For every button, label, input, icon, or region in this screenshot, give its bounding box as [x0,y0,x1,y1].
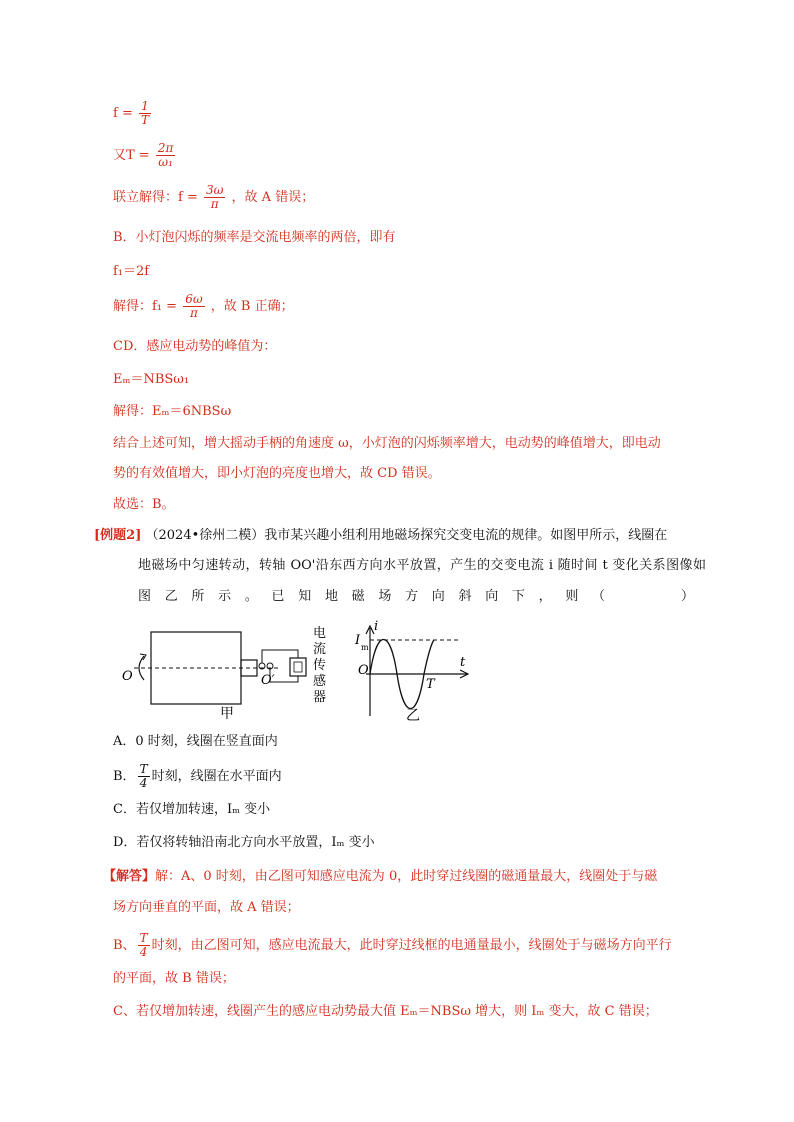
numerator: 1 [139,100,151,114]
fraction [138,763,150,790]
denominator: 4 [139,945,148,959]
numerator: 2π [157,141,174,155]
answer-line-5: C、若仅增加转速，线圈产生的感应电动势最大值 Eₘ＝NBSω 增大，则 Iₘ 变大，故 C 错误； [113,1004,658,1019]
label-origin: O [358,663,369,678]
option-a: A．0 时刻，线圈在竖直面内 [113,734,278,749]
option-b [113,763,282,790]
formula-T-line [113,142,177,169]
label-o-prime: O′ [261,673,275,688]
formula-em-solved: 解得：Eₘ＝6NBSω [113,404,232,419]
denominator: π [189,306,198,320]
fraction [156,142,176,169]
denominator: T [140,113,149,127]
option-b-explanation: B．小灯泡闪烁的频率是交流电频率的两倍，即有 [113,230,396,245]
figure-yi [352,618,482,723]
formula-em: Eₘ＝NBSω₁ [113,372,190,387]
wire-top [262,650,298,663]
figure-jia [118,622,348,722]
sensor-label-char: 电 [313,626,327,641]
denominator: π [210,197,219,211]
sensor-label-char: 感 [313,674,327,689]
example-text: （2024•徐州二模）我市某兴趣小组利用地磁场探究交变电流的规律。如图甲所示，线圈在 [145,528,668,543]
numerator: T [139,931,148,945]
formula-text: ，故 B 正确； [210,299,294,314]
conclusion-line-2: 势的有效值增大，即小灯泡的亮度也增大，故 CD 错误。 [113,466,441,481]
label-im-sub: m [361,643,369,652]
sensor-label-char: 器 [313,690,327,705]
sensor-inner [294,662,302,672]
label-im: I [355,633,361,648]
example-tag: [例题2] [94,528,142,543]
label-t: t [460,655,466,670]
caption-yi: 乙 [406,708,420,723]
sensor-label-char: 流 [313,642,327,657]
fraction [183,293,204,320]
answer-line-4: 的平面，故 B 错误； [113,971,235,986]
formula-text: 又T = [113,148,150,163]
answer-text: B、 [113,938,136,953]
numerator: T [139,762,148,776]
denominator: 4 [139,776,148,790]
fraction [139,100,151,127]
answer-text: 解：A、0 时刻，由乙图可知感应电流为 0，此时穿过线圈的磁通量最大，线圈处于与磁 [155,869,658,884]
formula-text: f = [113,106,133,121]
formula-text: 联立解得：f = [113,190,198,205]
answer-text: 时刻，由乙图可知，感应电流最大，此时穿过线框的电通量最小，线圈处于与磁场方向平行 [151,938,672,953]
denominator: ω₁ [158,155,173,169]
label-i: i [374,619,379,634]
answer-line-3 [113,932,709,959]
formula-f1: f₁＝2f [113,264,150,279]
label-period: T [426,677,435,692]
example-line-2: 地磁场中匀速转动，转轴 OO'沿东西方向水平放置，产生的交变电流 i 随时间 t 变化关系图像如 [138,558,706,573]
example-line-3: 图 乙 所 示 。 已 知 地 磁 场 方 向 斜 向 下 ， 则 （ ） [138,589,694,604]
fraction [204,184,225,211]
option-c: C．若仅增加转速，Iₘ 变小 [113,802,271,817]
formula-text: 解得：f₁ = [113,299,178,314]
answer-line-1 [103,862,706,892]
example-line-1 [94,521,706,551]
caption-jia: 甲 [220,706,234,722]
answer-choice: 故选：B。 [113,497,175,512]
sensor-box [290,658,306,676]
formula-text: ，故 A 错误； [231,190,315,205]
formula-f-line [113,100,153,127]
label-o: O [122,669,133,684]
option-text: 时刻，线圈在水平面内 [151,769,282,784]
answer-line-2: 场方向垂直的平面，故 A 错误； [113,900,300,915]
sensor-label-char: 传 [313,658,327,673]
numerator: 3ω [205,183,224,197]
fraction [138,932,150,959]
option-cd-explanation: CD．感应电动势的峰值为： [113,339,277,354]
answer-tag: 【解答】 [103,869,156,884]
conclusion-line-1: 结合上述可知，增大摇动手柄的角速度 ω，小灯泡的闪烁频率增大，电动势的峰值增大，即电动 [113,436,661,451]
solve-f1-line [113,293,294,320]
numerator: 6ω [185,292,203,306]
option-d: D．若仅将转轴沿南北方向水平放置，Iₘ 变小 [113,835,375,850]
option-text: B． [113,769,136,784]
solve-f-line [113,184,314,211]
